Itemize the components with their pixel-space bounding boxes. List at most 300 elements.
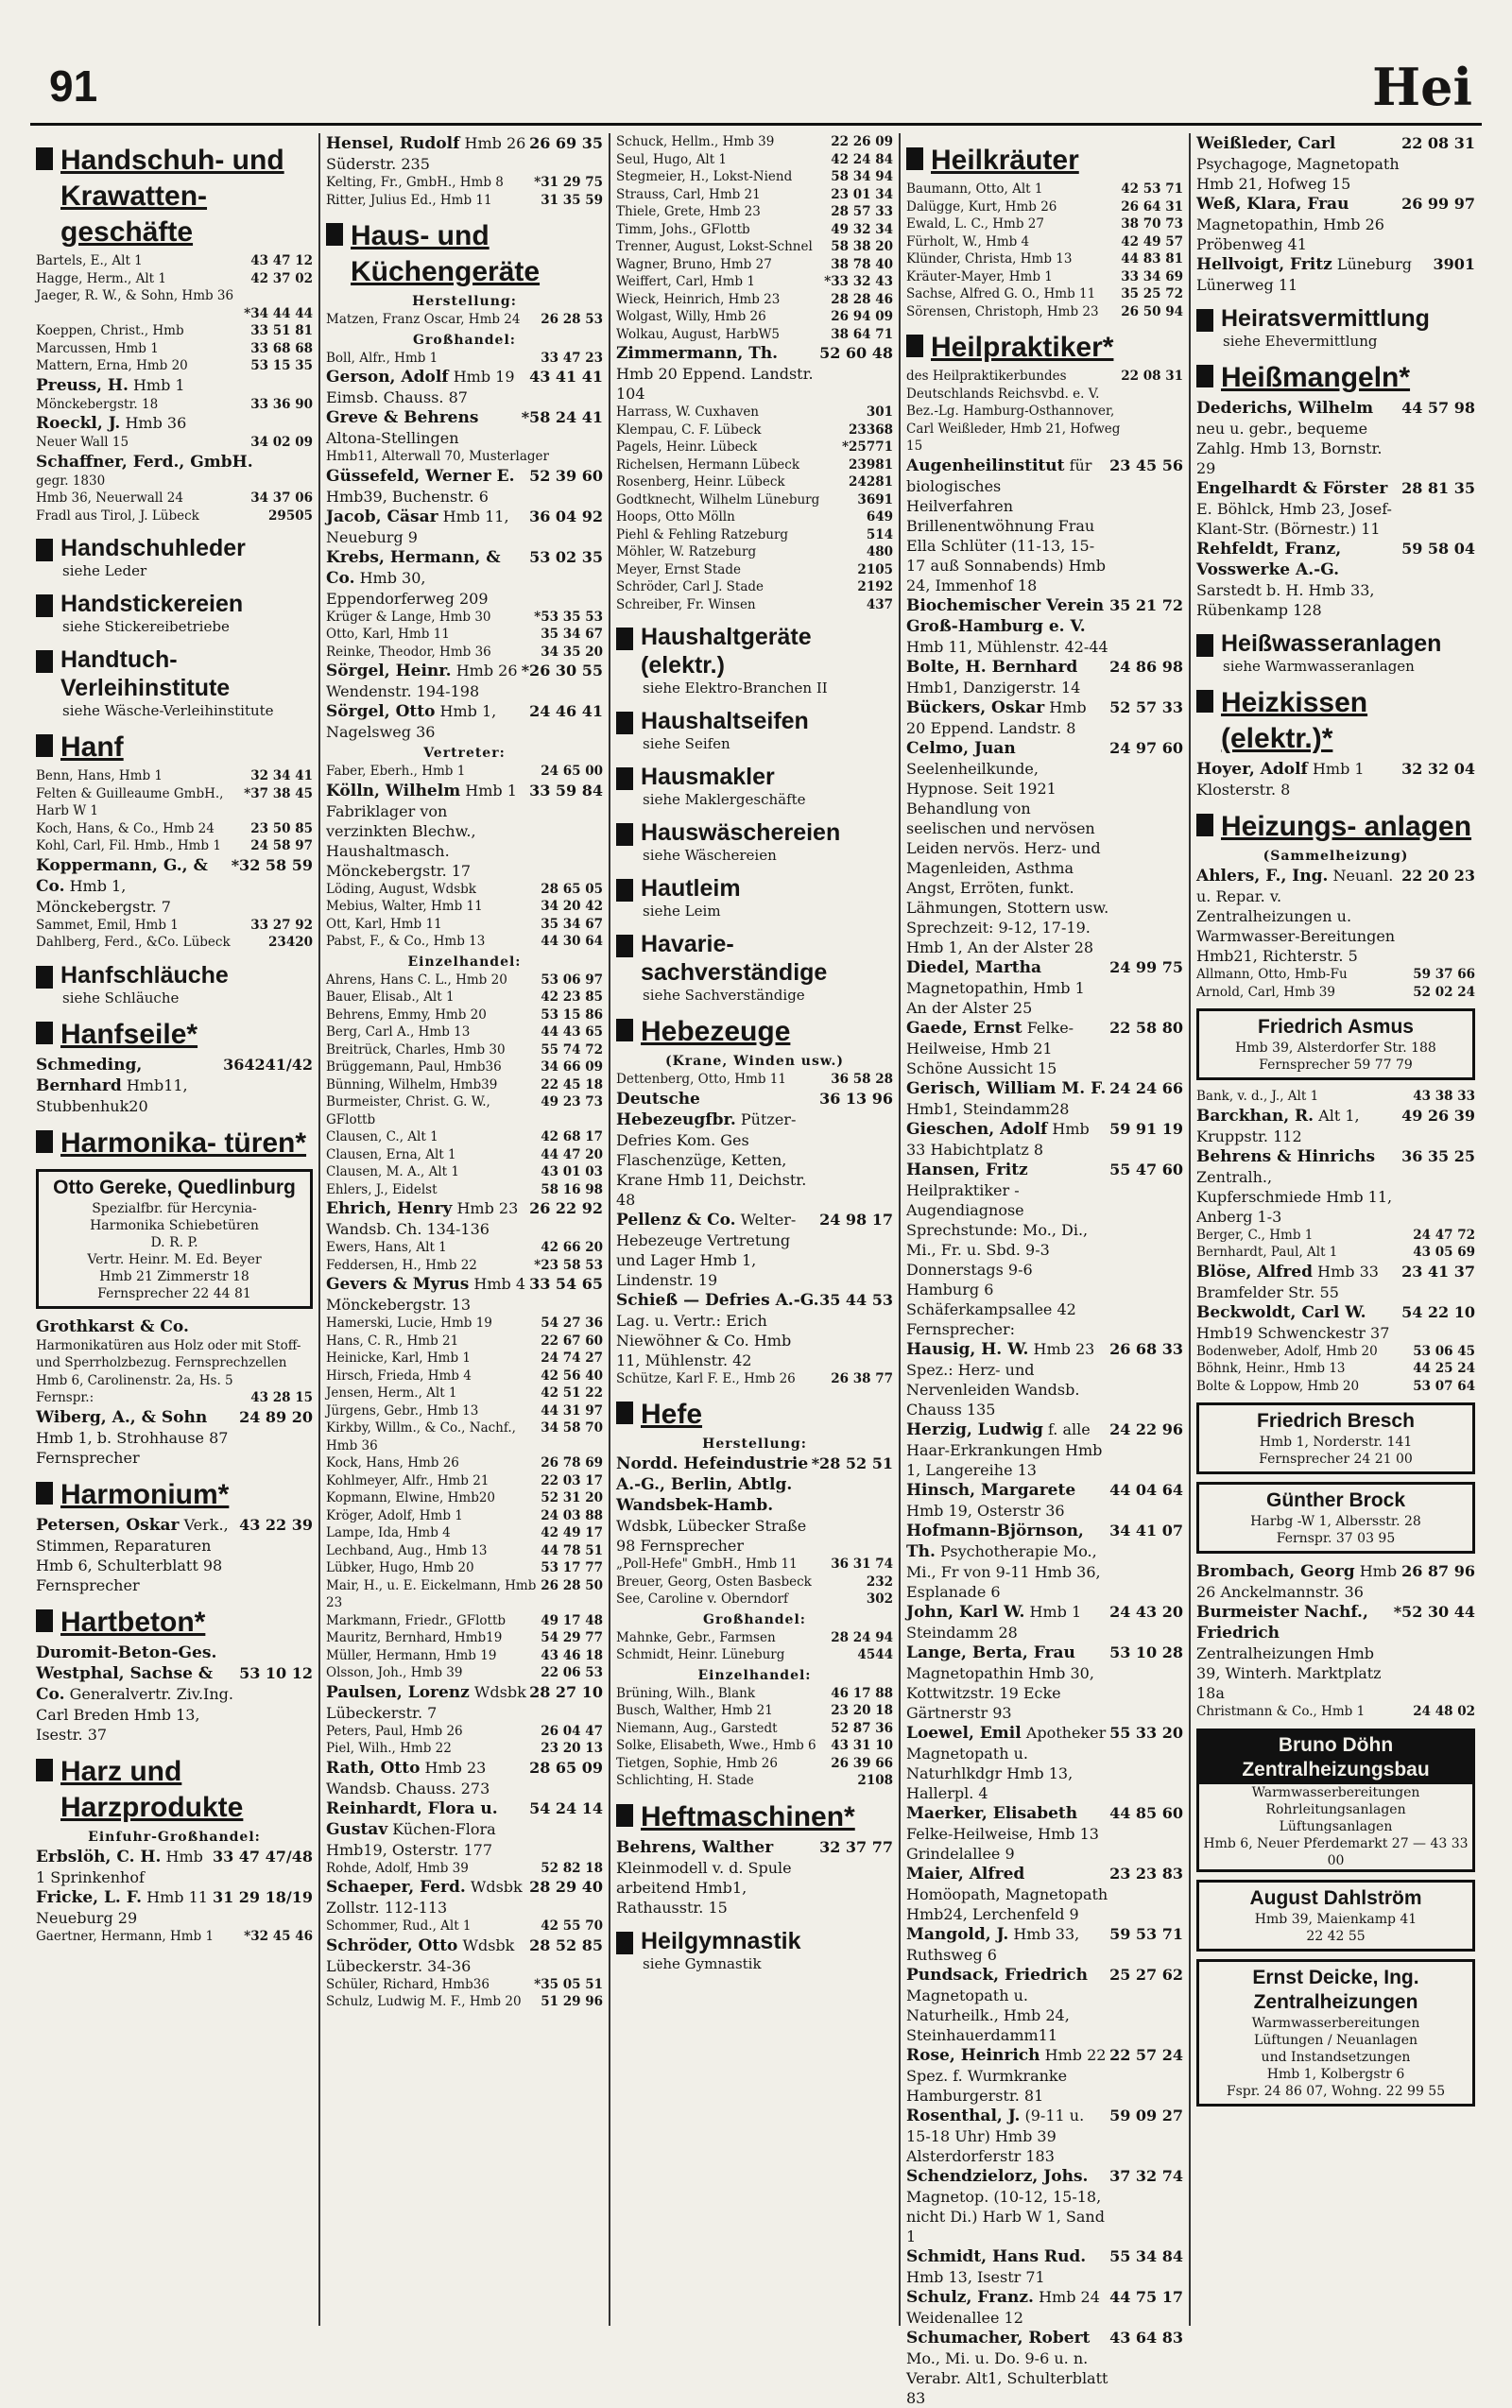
- listing-row: [616, 186, 893, 204]
- listing-row: [616, 1574, 893, 1591]
- listing-name: Sörgel, Otto: [326, 702, 436, 721]
- phone-number: 42 56 40: [541, 1367, 603, 1384]
- listing-detail: Boll, Alfr., Hmb 1: [326, 350, 438, 366]
- listing-entry: [326, 1274, 603, 1315]
- listing-text: [326, 1577, 541, 1612]
- subsection-label: Herstellung:: [412, 294, 517, 309]
- listing-text: [36, 767, 163, 785]
- listing-text: [326, 1489, 495, 1507]
- listing-name: Roeckl, J.: [36, 414, 121, 433]
- listing-detail: Schmidt, Heinr. Lüneburg: [616, 1647, 785, 1662]
- listing-detail: Wagner, Bruno, Hmb 27: [616, 256, 772, 272]
- category-title-row: [36, 143, 313, 250]
- see-reference: siehe Maklergeschäfte: [643, 791, 806, 808]
- listing-entry: [616, 543, 893, 561]
- listing-detail: Behrens, Emmy, Hmb 20: [326, 1006, 487, 1023]
- phone-number: 43 05 69: [1413, 1245, 1475, 1260]
- listing-entry: [326, 1860, 603, 1878]
- listing-row: [36, 357, 313, 375]
- listing-name: Reinhardt, Flora u. Gustav: [326, 1798, 498, 1839]
- bullet-square-icon: [36, 734, 53, 757]
- listing-name: Schulz, Franz.: [906, 2287, 1034, 2307]
- listing-detail: Hmb1, Danzigerstr. 14: [906, 678, 1081, 697]
- listing-text: [906, 1339, 1109, 1419]
- listing-row: [36, 820, 313, 838]
- listing-detail: Brüggemann, Paul, Hmb36: [326, 1059, 502, 1075]
- listing-detail: Schlichting, H. Stade: [616, 1773, 754, 1788]
- listing-row: [906, 1864, 1183, 1924]
- listing-entry: [616, 273, 893, 291]
- advertisement-line: Fernsprecher 22 44 81: [97, 1285, 251, 1301]
- listing-row: [326, 1128, 603, 1146]
- listing-row: [326, 1198, 603, 1239]
- listing-entry: [1196, 1227, 1475, 1245]
- listing-text: [36, 855, 232, 917]
- listing-row: [1196, 759, 1475, 800]
- phone-number: 28 24 94: [831, 1629, 893, 1645]
- category-title-row: [616, 1799, 893, 1835]
- listing-row: [906, 1160, 1183, 1339]
- listing-text: [326, 1472, 489, 1490]
- listing-row: [36, 1887, 313, 1928]
- listing-name: Beckwoldt, Carl W.: [1196, 1302, 1366, 1322]
- phone-number: 23 20 18: [831, 1703, 893, 1718]
- listing-row: [326, 1559, 603, 1577]
- listing-detail: Klünder, Christa, Hmb 13: [906, 251, 1073, 267]
- listing-detail: Hoops, Otto Mölln: [616, 509, 735, 525]
- listing-detail: Hmb 1, b. Strohhause 87 Fernsprecher: [36, 1428, 229, 1467]
- page-keyword: Hei: [1372, 57, 1472, 117]
- listing-text: [906, 1119, 1109, 1160]
- listing-text: [326, 1181, 438, 1199]
- listing-text: [616, 1755, 778, 1773]
- phone-number: 52 31 20: [541, 1490, 603, 1505]
- listing-detail: Breuer, Georg, Osten Basbeck: [616, 1574, 812, 1590]
- phone-number: 28 52 85: [529, 1935, 603, 1954]
- listing-text: [36, 1055, 223, 1116]
- listing-text: [326, 1350, 471, 1367]
- category-title: Heizkissen (elektr.)*: [1221, 687, 1368, 754]
- listing-row: [326, 1577, 603, 1612]
- category-heading: [1196, 304, 1475, 351]
- listing-entry: [616, 291, 893, 309]
- listing-row: [906, 1078, 1183, 1119]
- listing-detail: Fürholt, W., Hmb 4: [906, 233, 1030, 249]
- see-reference: siehe Schläuche: [62, 989, 180, 1006]
- listing-entry: [36, 1663, 313, 1745]
- listing-text: [326, 311, 521, 329]
- phone-number: 33 68 68: [250, 340, 313, 356]
- listing-entry: [326, 1454, 603, 1472]
- column-2: [320, 133, 610, 2326]
- listing-text: [1196, 1244, 1337, 1262]
- listing-detail: Lüneburg Lünerweg 11: [1196, 255, 1412, 294]
- listing-entry: [906, 285, 1183, 303]
- listing-row: [326, 898, 603, 916]
- listing-row: [36, 434, 313, 452]
- listing-row: [616, 1071, 893, 1089]
- listing-row: [616, 221, 893, 239]
- bullet-square-icon: [1196, 634, 1213, 657]
- phone-number: 33 27 92: [250, 917, 313, 933]
- listing-name: Gerisch, William M. F.: [906, 1078, 1107, 1098]
- see-reference: siehe Wäsche-Verleihinstitute: [62, 702, 274, 719]
- listing-entry: [326, 1993, 603, 2011]
- listing-entry: [616, 1702, 893, 1720]
- category-title-row: [36, 1605, 313, 1641]
- listing-detail: Altona-Stellingen: [326, 429, 459, 447]
- advertisement-line: Hmb 1, Norderstr. 141: [1259, 1435, 1413, 1450]
- phone-number: 23 50 85: [250, 820, 313, 836]
- listing-entry: [326, 933, 603, 951]
- listing-text: [326, 1877, 529, 1918]
- listing-entry: [616, 1089, 893, 1210]
- listing-detail: Koeppen, Christ., Hmb: [36, 323, 184, 338]
- phone-number: 36 04 92: [529, 507, 603, 525]
- bullet-square-icon: [36, 1482, 53, 1505]
- listing-text: [906, 456, 1109, 595]
- listing-text: [906, 181, 1043, 198]
- listing-text: [326, 192, 492, 210]
- phone-number: 34 41 07: [1109, 1521, 1183, 1539]
- listing-detail: Baumann, Otto, Alt 1: [906, 181, 1043, 197]
- listing-row: [906, 1602, 1183, 1643]
- listing-row: [326, 1402, 603, 1420]
- listing-name: Brombach, Georg: [1196, 1562, 1355, 1581]
- category-heading: [616, 1799, 893, 1835]
- listing-detail: Lübker, Hugo, Hmb 20: [326, 1560, 474, 1575]
- listing-text: [616, 439, 757, 456]
- category-title: Hefe: [641, 1399, 703, 1430]
- advertisement-line: Lüftungen / Neuanlagen: [1253, 2032, 1418, 2048]
- phone-number: 42 23 85: [541, 989, 603, 1005]
- listing-row: [36, 473, 313, 490]
- phone-number: 24 43 20: [1109, 1602, 1183, 1621]
- listing-entry: [326, 1128, 603, 1146]
- phone-number: 34 20 42: [541, 899, 603, 914]
- listing-text: [906, 1924, 1109, 1965]
- listing-row: [36, 1389, 313, 1407]
- see-reference: siehe Gymnastik: [643, 1954, 762, 1972]
- listing-entry: [906, 1419, 1183, 1480]
- listing-row: [326, 661, 603, 701]
- category-title-row: [1196, 360, 1475, 396]
- listing-text: [616, 133, 774, 151]
- listing-name: Gaede, Ernst: [906, 1018, 1022, 1038]
- phone-number: 232: [866, 1574, 893, 1590]
- listing-detail: Hmb 1 Steindamm 28: [906, 1602, 1082, 1642]
- listing-text: [326, 1935, 529, 1976]
- phone-number: 26 78 69: [541, 1455, 603, 1471]
- listing-entry: [616, 238, 893, 256]
- listing-name: Krebs, Hermann, & Co.: [326, 547, 501, 588]
- listing-name: Hensel, Rudolf: [326, 134, 460, 153]
- listing-row: [326, 1333, 603, 1350]
- phone-number: *31 29 75: [534, 175, 603, 190]
- column-5: [1191, 133, 1481, 2326]
- listing-entry: [1196, 194, 1475, 254]
- bullet-square-icon: [1196, 309, 1213, 332]
- listing-detail: Hmb1, Steindamm28: [906, 1099, 1070, 1118]
- listing-entry: [326, 1198, 603, 1239]
- listing-row: [326, 1612, 603, 1630]
- listing-entry: [616, 456, 893, 474]
- phone-number: 22 58 80: [1109, 1018, 1183, 1037]
- listing-row: [616, 526, 893, 544]
- listing-row: [326, 609, 603, 627]
- advertisement-line: D. R. P.: [150, 1234, 198, 1250]
- listing-detail: Magnetopath u. Naturheilk., Hmb 24, Steinhauerdamm11: [906, 1986, 1070, 2044]
- bullet-square-icon: [36, 1022, 53, 1044]
- listing-text: [906, 198, 1057, 216]
- see-reference: siehe Elektro-Branchen II: [643, 679, 828, 697]
- listing-row: [616, 326, 893, 344]
- advertisement-line: Spezialfbr. für Hercynia-: [92, 1200, 257, 1216]
- listing-detail: Magnetopathin, Hmb 26 Pröbenweg 41: [1196, 215, 1384, 253]
- listing-detail: Meyer, Ernst Stade: [616, 561, 741, 577]
- phone-number: 24 86 98: [1109, 657, 1183, 676]
- listing-detail: Clausen, Erna, Alt 1: [326, 1146, 456, 1162]
- listing-detail: Faber, Eberh., Hmb 1: [326, 764, 466, 779]
- listing-entry: [616, 1453, 893, 1556]
- listing-row: [36, 452, 313, 473]
- listing-detail: Hmb 33 Bramfelder Str. 55: [1196, 1262, 1379, 1301]
- listing-row: [36, 490, 313, 507]
- listing-entry: [36, 917, 313, 935]
- listing-row: [326, 1006, 603, 1024]
- phone-number: 649: [866, 509, 893, 525]
- listing-entry: [616, 1574, 893, 1591]
- listing-row: [616, 439, 893, 456]
- listing-name: Hausig, H. W.: [906, 1339, 1029, 1359]
- listing-entry: [326, 781, 603, 881]
- listing-detail: Thiele, Grete, Hmb 23: [616, 204, 761, 219]
- listing-entry: [36, 837, 313, 855]
- listing-entry: [36, 413, 313, 434]
- phone-number: 43 41 41: [529, 368, 603, 386]
- phone-number: 28 81 35: [1401, 479, 1475, 497]
- listing-text: [616, 404, 759, 421]
- listing-text: [326, 1274, 529, 1315]
- phone-number: 55 74 72: [541, 1041, 603, 1058]
- listing-name: Nordd. Hefeindustrie A.-G., Berlin, Abtlg. Wandsbek-Hamb.: [616, 1454, 809, 1515]
- listing-entry: [616, 168, 893, 186]
- listing-detail: Bünning, Wilhelm, Hmb39: [326, 1076, 498, 1092]
- advertisement-heading: Ernst Deicke, Ing. Zentralheizungen: [1252, 1966, 1419, 2013]
- listing-entry: [616, 1837, 893, 1918]
- listing-entry: [906, 1119, 1183, 1160]
- listing-detail: Schulz, Ludwig M. F., Hmb 20: [326, 1994, 522, 2009]
- phone-number: 52 02 24: [1413, 984, 1475, 1000]
- listing-text: [906, 2287, 1109, 2328]
- phone-number: 28 65 09: [529, 1758, 603, 1777]
- see-reference: siehe Ehevermittlung: [1223, 333, 1378, 350]
- phone-number: 24 03 88: [541, 1507, 603, 1523]
- bullet-square-icon: [36, 1759, 53, 1781]
- phone-number: 26 94 09: [831, 309, 893, 324]
- phone-number: 24 24 66: [1109, 1078, 1183, 1097]
- listing-entry: [616, 151, 893, 169]
- advertisement-heading: Otto Gereke, Quedlinburg: [53, 1176, 296, 1198]
- listing-name: Loewel, Emil: [906, 1723, 1022, 1743]
- phone-number: 33 34 69: [1121, 268, 1183, 284]
- listing-row: [906, 1119, 1183, 1160]
- listing-entry: [906, 368, 1183, 456]
- listing-detail: Ewald, L. C., Hmb 27: [906, 216, 1044, 232]
- advertisement-line: Fernsprecher 59 77 79: [1259, 1058, 1413, 1073]
- listing-text: [326, 626, 450, 644]
- phone-number: 31 29 18/19: [212, 1887, 313, 1906]
- category-heading: [326, 218, 603, 290]
- listing-row: [326, 350, 603, 368]
- listing-text: [326, 1367, 472, 1385]
- listing-detail: Schommer, Rud., Alt 1: [326, 1918, 472, 1934]
- listing-row: [36, 837, 313, 855]
- listing-row: [326, 1860, 603, 1878]
- listing-entry: [1196, 984, 1475, 1002]
- phone-number: *28 52 51: [811, 1454, 893, 1472]
- listing-entry: [616, 508, 893, 526]
- listing-entry: [326, 898, 603, 916]
- listing-text: [36, 1316, 189, 1337]
- category-title: Heizungs- anlagen: [1221, 811, 1472, 842]
- category-title-row: [616, 1014, 893, 1050]
- listing-entry: [326, 1489, 603, 1507]
- phone-number: 52 57 33: [1109, 697, 1183, 716]
- listing-detail: Mebius, Walter, Hmb 11: [326, 899, 483, 914]
- see-reference: siehe Warmwasseranlagen: [1223, 658, 1415, 675]
- listing-detail: Hmb 26 Wendenstr. 194-198: [326, 662, 518, 700]
- bullet-square-icon: [1196, 365, 1213, 387]
- listing-detail: Benn, Hans, Hmb 1: [36, 768, 163, 783]
- listing-entry: [616, 221, 893, 239]
- advertisement-box: [36, 1169, 313, 1309]
- phone-number: 22 26 09: [831, 134, 893, 149]
- listing-entry: [36, 507, 313, 525]
- listing-row: [326, 1315, 603, 1333]
- listing-entry: [616, 1720, 893, 1738]
- listing-row: [906, 2045, 1183, 2106]
- listing-detail: Pabst, F., & Co., Hmb 13: [326, 934, 486, 949]
- bullet-square-icon: [36, 594, 53, 617]
- listing-name: Schendzielorz, Johs.: [906, 2166, 1089, 2186]
- phone-number: 49 26 39: [1401, 1106, 1475, 1125]
- phone-number: *32 45 46: [244, 1928, 313, 1944]
- phone-number: 24 74 27: [541, 1350, 603, 1366]
- listing-text: [36, 473, 105, 490]
- phone-number: 38 64 71: [831, 326, 893, 342]
- phone-number: 480: [866, 544, 893, 559]
- see-reference: siehe Leim: [643, 903, 721, 920]
- listing-row: [616, 291, 893, 309]
- phone-number: 52 39 60: [529, 466, 603, 485]
- phone-number: 58 34 94: [831, 169, 893, 184]
- listing-text: [616, 221, 750, 239]
- listing-row: [906, 233, 1183, 251]
- see-reference: siehe Stickereibetriebe: [62, 618, 230, 635]
- listing-detail: Hmb 20 Eppend. Landstr. 8: [906, 697, 1087, 737]
- listing-text: [326, 547, 529, 609]
- listing-entry: [1196, 1703, 1475, 1721]
- listing-detail: Wolgast, Willy, Hmb 26: [616, 309, 766, 324]
- bullet-square-icon: [36, 650, 53, 673]
- phone-number: 29505: [268, 507, 313, 524]
- listing-detail: Christmann & Co., Hmb 1: [1196, 1704, 1366, 1719]
- advertisement-heading: August Dahlström: [1249, 1886, 1422, 1909]
- listing-text: [906, 2045, 1109, 2106]
- listing-name: Dederichs, Wilhelm: [1196, 399, 1374, 418]
- phone-number: *35 05 51: [534, 1976, 603, 1992]
- listing-text: [36, 1643, 216, 1663]
- advertisement-line: Hmb 21 Zimmerstr 18: [99, 1268, 249, 1284]
- listing-detail: Sarstedt b. H. Hmb 33, Rübenkamp 128: [1196, 581, 1375, 619]
- phone-number: 37 32 74: [1109, 2166, 1183, 2185]
- listing-text: [1196, 1602, 1394, 1703]
- advertisement-line: Hmb 1, Kolbergstr 6: [1266, 2066, 1405, 2082]
- listing-text: [326, 1976, 490, 1994]
- category-heading: [616, 818, 893, 865]
- listing-detail: Godtknecht, Wilhelm Lüneburg: [616, 491, 820, 507]
- listing-row: [36, 855, 313, 917]
- advertisement-box: [1196, 1402, 1475, 1474]
- listing-entry: [326, 1559, 603, 1577]
- listing-text: [36, 396, 158, 414]
- listing-entry: [1196, 478, 1475, 539]
- listing-row: [326, 701, 603, 742]
- listing-row: [906, 2166, 1183, 2246]
- listing-detail: Harrass, W. Cuxhaven: [616, 404, 760, 420]
- listing-text: [616, 1646, 784, 1664]
- listing-text: [36, 1887, 213, 1928]
- listing-entry: [906, 1965, 1183, 2045]
- phone-number: 24 47 72: [1413, 1227, 1475, 1243]
- category-heading: [1196, 629, 1475, 676]
- phone-number: 43 01 03: [541, 1164, 603, 1179]
- listing-detail: Psychotherapie Mo., Mi., Fr von 9-11 Hmb 36, Esplanade 6: [906, 1541, 1101, 1601]
- listing-text: [36, 287, 233, 305]
- listing-entry: [326, 1402, 603, 1420]
- advertisement-line: 22 42 55: [1306, 1928, 1366, 1944]
- listing-text: [326, 1559, 474, 1577]
- listing-row: [36, 1316, 313, 1337]
- listing-row: [906, 198, 1183, 216]
- listing-detail: Bauer, Elisab., Alt 1: [326, 989, 455, 1005]
- category-heading: [616, 1927, 893, 1973]
- listing-text: [906, 2328, 1109, 2408]
- phone-number: 52 60 48: [819, 344, 893, 362]
- listing-row: [1196, 1244, 1475, 1262]
- listing-entry: [906, 1339, 1183, 1419]
- listing-entry: [36, 322, 313, 340]
- listing-detail: Strauss, Carl, Hmb 21: [616, 186, 761, 202]
- listing-text: [906, 368, 1121, 456]
- listing-detail: Küchen-Flora Hmb19, Osterstr. 177: [326, 1819, 496, 1859]
- listing-row: [36, 1337, 313, 1390]
- listing-entry: [36, 396, 313, 414]
- listing-detail: Bank, v. d., J., Alt 1: [1196, 1089, 1319, 1104]
- listing-entry: [326, 1612, 603, 1630]
- listing-text: [616, 1453, 812, 1556]
- phone-number: 35 25 72: [1121, 286, 1183, 301]
- listing-name: Petersen, Oskar: [36, 1515, 180, 1535]
- listing-detail: Markmann, Friedr., GFlottb: [326, 1612, 507, 1628]
- listing-entry: [1196, 1244, 1475, 1262]
- listing-row: [906, 2106, 1183, 2166]
- phone-number: 59 58 04: [1401, 540, 1475, 558]
- listing-detail: Kohlmeyer, Alfr., Hmb 21: [326, 1472, 490, 1488]
- listing-name: Behrens, Walther: [616, 1837, 774, 1857]
- category-heading: [906, 143, 1183, 179]
